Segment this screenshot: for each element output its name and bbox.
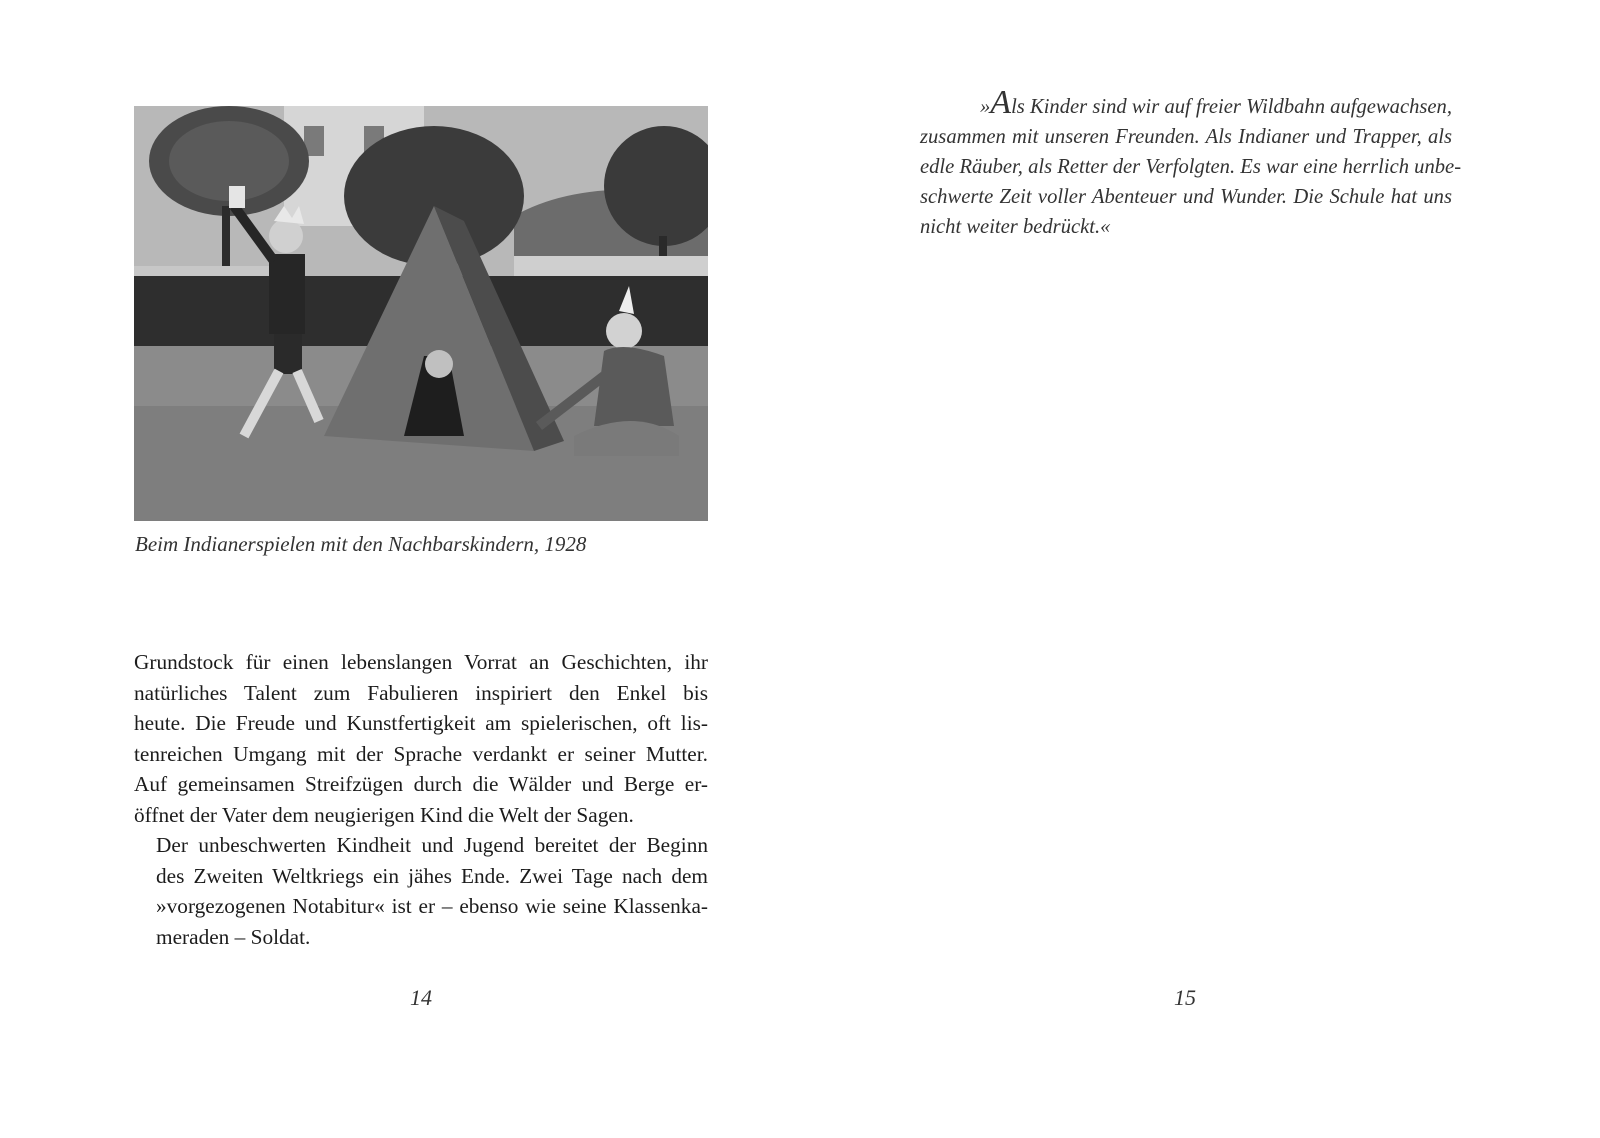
text-line: des Zweiten Weltkriegs ein jähes Ende. Zwei Tage nach dem <box>156 863 708 888</box>
paragraph-2 <box>134 830 708 952</box>
quote-line-text: ls Kinder sind wir auf freier Wildbahn aufgewachsen, <box>1011 96 1452 118</box>
historical-photo <box>134 106 708 521</box>
quote-open-mark: » <box>980 96 991 118</box>
paragraph-1 <box>134 647 708 830</box>
quote-block <box>920 84 1462 242</box>
text-line: meraden – Soldat. <box>156 924 311 949</box>
quote-line: zusammen mit unseren Freunden. Als Indianer und Trapper, als <box>920 126 1452 148</box>
quote-line <box>920 84 1452 122</box>
right-page <box>800 0 1600 1138</box>
text-line: heute. Die Freude und Kunstfertigkeit am spielerischen, oft lis- <box>134 711 708 735</box>
drop-cap: A <box>990 84 1012 121</box>
quote-line: schwerte Zeit voller Abenteuer und Wunder. Die Schule hat uns <box>920 186 1452 208</box>
page-number: 14 <box>410 985 432 1010</box>
photo-children-tent-illustration <box>134 106 708 521</box>
text-line: natürliches Talent zum Fabulieren inspiriert den Enkel bis <box>134 680 708 705</box>
text-line: öffnet der Vater dem neugierigen Kind die Welt der Sagen. <box>134 802 634 827</box>
body-text <box>134 647 708 952</box>
photo-caption: Beim Indianerspielen mit den Nachbarskindern, 1928 <box>135 532 587 556</box>
quote-line: nicht weiter bedrückt.« <box>920 216 1111 238</box>
quote-line: edle Räuber, als Retter der Verfolgten. Es war eine herrlich unbe- <box>920 156 1462 178</box>
page-number: 15 <box>1174 985 1196 1010</box>
text-line: Grundstock für einen lebenslangen Vorrat an Geschichten, ihr <box>134 650 708 674</box>
text-line: Auf gemeinsamen Streifzügen durch die Wälder und Berge er- <box>134 772 708 796</box>
text-line: tenreichen Umgang mit der Sprache verdankt er seiner Mutter. <box>134 741 708 766</box>
text-line: Der unbeschwerten Kindheit und Jugend bereitet der Beginn <box>156 833 708 857</box>
text-line: »vorgezogenen Notabitur« ist er – ebenso wie seine Klassenka- <box>156 894 708 918</box>
